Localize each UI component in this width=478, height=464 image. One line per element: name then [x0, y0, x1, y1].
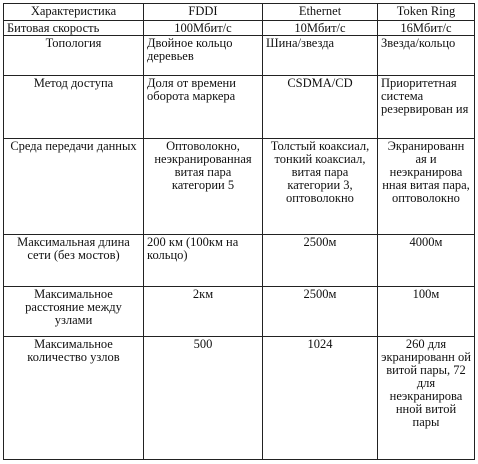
cell-ethernet-max-node-distance: 2500м — [263, 287, 378, 337]
cell-token-ring-max-network-length: 4000м — [378, 235, 475, 287]
cell-fddi-max-nodes: 500 — [144, 337, 263, 460]
cell-token-ring-access-method: Приоритетная система резервирован ия — [378, 76, 475, 139]
table-row — [4, 139, 475, 235]
header-characteristic: Характеристика — [4, 4, 144, 21]
network-comparison-table — [3, 3, 475, 460]
cell-token-ring-topology: Звезда/кольцо — [378, 36, 475, 76]
table-header-row — [4, 4, 475, 21]
table-row — [4, 337, 475, 460]
cell-fddi-bit-rate: 100Мбит/с — [144, 21, 263, 36]
header-fddi: FDDI — [144, 4, 263, 21]
cell-token-ring-medium: Экранированн ая и неэкранирова нная витая пара, оптоволокно — [378, 139, 475, 235]
cell-ethernet-max-network-length: 2500м — [263, 235, 378, 287]
table-row — [4, 36, 475, 76]
row-label-max-node-distance: Максимальное расстояние между узлами — [4, 287, 144, 337]
table-row — [4, 21, 475, 36]
cell-token-ring-max-node-distance: 100м — [378, 287, 475, 337]
row-label-topology: Топология — [4, 36, 144, 76]
cell-ethernet-topology: Шина/звезда — [263, 36, 378, 76]
row-label-bit-rate: Битовая скорость — [4, 21, 144, 36]
cell-fddi-max-network-length: 200 км (100км на кольцо) — [144, 235, 263, 287]
row-label-access-method: Метод доступа — [4, 76, 144, 139]
header-ethernet: Ethernet — [263, 4, 378, 21]
table-row — [4, 235, 475, 287]
table-row — [4, 76, 475, 139]
cell-fddi-topology: Двойное кольцо деревьев — [144, 36, 263, 76]
row-label-max-network-length: Максимальная длина сети (без мостов) — [4, 235, 144, 287]
cell-token-ring-max-nodes: 260 для экранированн ой витой пары, 72 для неэкранирова нной витой пары — [378, 337, 475, 460]
row-label-medium: Среда передачи данных — [4, 139, 144, 235]
cell-fddi-access-method: Доля от времени оборота маркера — [144, 76, 263, 139]
cell-fddi-max-node-distance: 2км — [144, 287, 263, 337]
cell-ethernet-bit-rate: 10Мбит/с — [263, 21, 378, 36]
cell-ethernet-max-nodes: 1024 — [263, 337, 378, 460]
comparison-table-container — [3, 3, 474, 460]
table-row — [4, 287, 475, 337]
cell-token-ring-bit-rate: 16Мбит/с — [378, 21, 475, 36]
header-token-ring: Token Ring — [378, 4, 475, 21]
cell-fddi-medium: Оптоволокно, неэкранированная витая пара категории 5 — [144, 139, 263, 235]
row-label-max-nodes: Максимальное количество узлов — [4, 337, 144, 460]
cell-ethernet-medium: Толстый коаксиал, тонкий коаксиал, витая пара категории 3, оптоволокно — [263, 139, 378, 235]
cell-ethernet-access-method: CSDMA/CD — [263, 76, 378, 139]
